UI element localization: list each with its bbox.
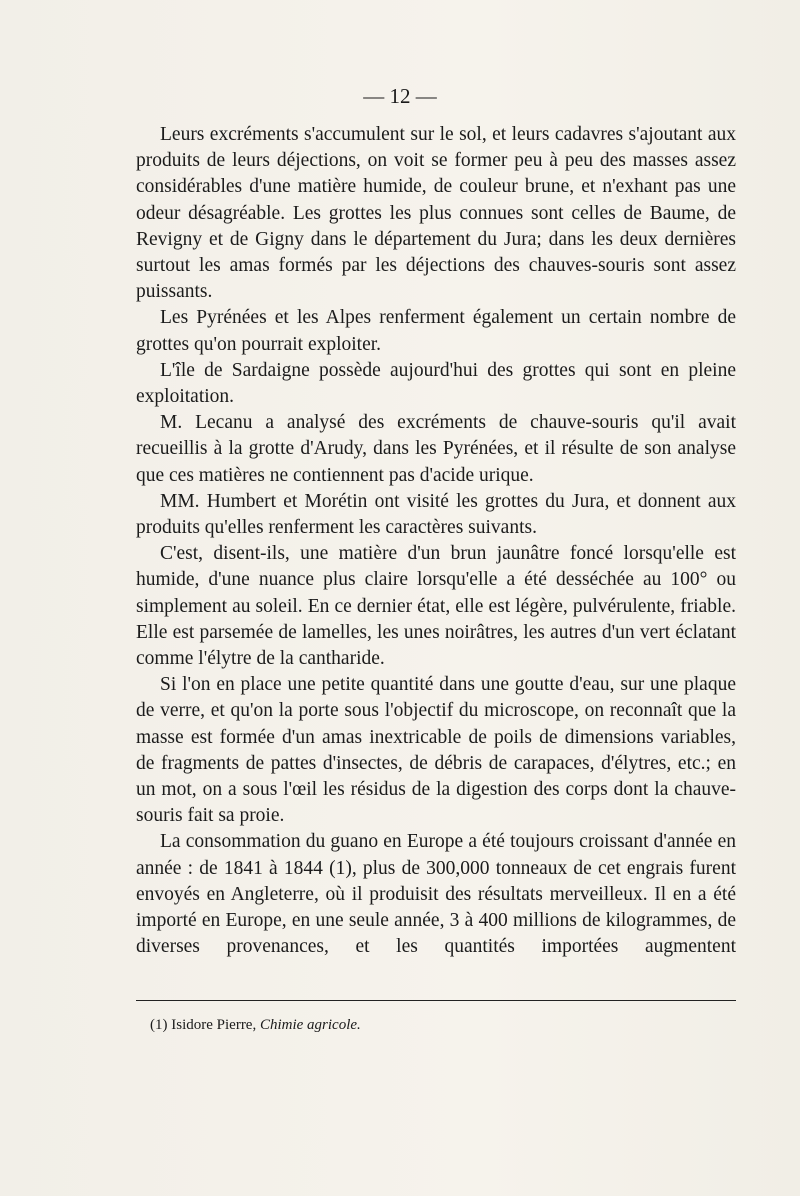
paragraph: La consommation du guano en Europe a été toujours croissant d'année en année : de 1841 à 1844 (1), plus de 300,000 tonneaux de cet engrais furent envoyés en Angleterre, où il produisit des résultats merveilleux. Il en a été importé en Europe, en une seule année, 3 à 400 millions de kilogrammes, de diverses provenances, et les quantités importées augmentent <box>136 831 736 958</box>
paragraph: Les Pyrénées et les Alpes renferment également un certain nombre de grottes qu'on pourrait exploiter. <box>136 307 736 355</box>
footnote-rule <box>136 1000 736 1001</box>
body-text <box>136 122 736 961</box>
paragraph: L'île de Sardaigne possède aujourd'hui des grottes qui sont en pleine exploitation. <box>136 359 736 408</box>
paragraph: Si l'on en place une petite quantité dans une goutte d'eau, sur une plaque de verre, et qu'on la porte sous l'objectif du microscope, on reconnaît que la masse est formée d'un amas inextricable de poils de dimensions variables, de fragments de pattes d'insectes, de débris de carapaces, d'élytres, etc.; en un mot, on a sous l'œil les résidus de la digestion des corps dont la chauve-souris fait sa proie. <box>136 674 736 827</box>
footnote-marker: (1) <box>150 1017 168 1033</box>
paragraph: M. Lecanu a analysé des excréments de chauve-souris qu'il avait recueillis à la grotte d'Arudy, dans les Pyrénées, et il résulte de son analyse que ces matières ne contiennent pas d'acide urique. <box>136 412 736 486</box>
paragraph: C'est, disent-ils, une matière d'un brun jaunâtre foncé lorsqu'elle est humide, d'une nuance plus claire lorsqu'elle a été desséchée au 100° ou simplement au soleil. En ce dernier état, elle est légère, pulvérulente, friable. Elle est parsemée de lamelles, les unes noirâtres, les autres d'un vert éclatant comme l'élytre de la cantharide. <box>136 543 736 670</box>
footnote-author: Isidore Pierre, <box>171 1017 257 1033</box>
paragraph: Leurs excréments s'accumulent sur le sol, et leurs cadavres s'ajoutant aux produits de leurs déjections, on voit se former peu à peu des masses assez considérables d'une matière humide, de couleur brune, et n'exhant pas une odeur désagréable. Les grottes les plus connues sont celles de Baume, de Revigny et de Gigny dans le département du Jura; dans les deux dernières surtout les amas formés par les déjections des chauves-souris sont assez puissants. <box>136 124 736 303</box>
paragraph: MM. Humbert et Morétin ont visité les grottes du Jura, et donnent aux produits qu'elles renferment les caractères suivants. <box>136 490 736 539</box>
footnote <box>150 1017 361 1034</box>
footnote-work: Chimie agricole. <box>259 1017 361 1033</box>
page-number: — 12 — <box>363 84 437 108</box>
